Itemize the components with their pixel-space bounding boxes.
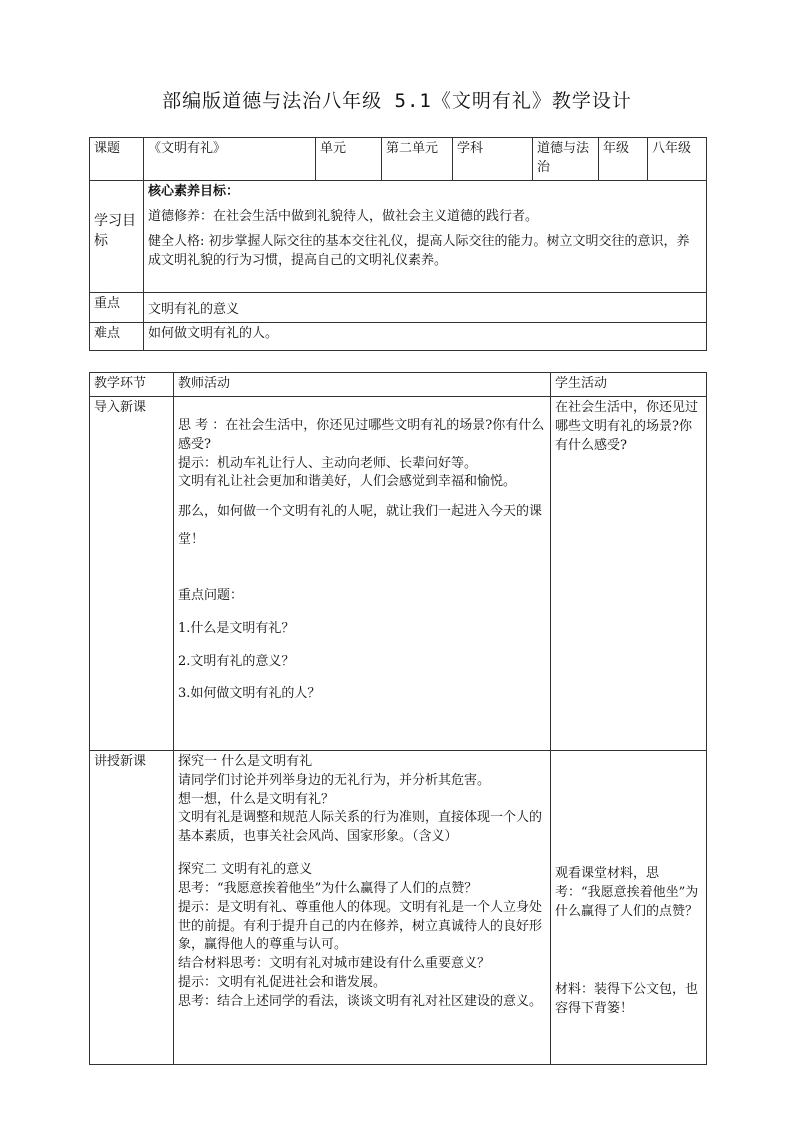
goals-label: 学习目标	[90, 181, 144, 293]
page-title: 部编版道德与法治八年级 5.1《文明有礼》教学设计	[162, 90, 632, 112]
new-text: 结合材料思考：文明有礼对城市建设有什么重要意义？	[178, 956, 491, 972]
new-text: 思考：结合上述同学的看法，谈谈文明有礼对社区建设的意义。	[178, 993, 543, 1009]
intro-text: 文明有礼让社会更加和谐美好，人们会感觉到幸福和愉悦。	[178, 474, 517, 490]
header-teacher: 教师活动	[174, 373, 551, 397]
goals-heading: 核心素养目标：	[148, 184, 240, 199]
new-text: 提示：文明有礼促进社会和谐发展。	[178, 975, 387, 991]
stage-intro: 导入新课	[90, 396, 174, 750]
subject-label: 学科	[453, 138, 533, 181]
unit-label: 单元	[316, 138, 382, 181]
new-student-cell	[551, 750, 707, 1064]
intro-student: 在社会生活中，你还见过哪些文明有礼的场景?你有什么感受?	[551, 396, 707, 750]
inquiry-title: 探究一 什么是文明有礼	[178, 753, 313, 769]
new-student-text: 材料：装得下公文包，也容得下背篓！	[555, 982, 699, 1017]
subject-value: 道德与法治	[533, 138, 599, 181]
key-label: 重点	[90, 293, 144, 323]
new-text: 思考：“我愿意挨着他坐”为什么赢得了人们的点赞？	[178, 880, 478, 896]
header-stage: 教学环节	[90, 373, 174, 397]
key-value: 文明有礼的意义	[144, 293, 707, 323]
key-question: 1.什么是文明有礼？	[178, 620, 295, 636]
intro-text: 提示：机动车礼让行人、主动向老师、长辈问好等。	[178, 455, 478, 471]
key-question: 3.如何做文明有礼的人？	[178, 686, 321, 702]
goals-cell	[144, 181, 707, 293]
intro-text: 那么，如何做一个文明有礼的人呢，就让我们一起进入今天的课堂！	[178, 504, 543, 547]
new-text: 提示：是文明有礼、尊重他人的体现。文明有礼是一个人立身处世的前提。有利于提升自己的内在修养，树立真诚待人的良好形象，赢得他人的尊重与认可。	[178, 899, 543, 953]
lesson-info-table	[89, 137, 707, 351]
intro-teacher-cell	[174, 396, 551, 750]
grade-label: 年级	[599, 138, 648, 181]
lesson-label: 课题	[90, 138, 144, 181]
unit-value: 第二单元	[382, 138, 453, 181]
lesson-process-table	[89, 372, 707, 1065]
lesson-value: 《文明有礼》	[144, 138, 316, 181]
goal-item: 道德修养：在社会生活中做到礼貌待人，做社会主义道德的践行者。	[148, 208, 539, 224]
goal-item: 健全人格: 初步掌握人际交往的基本交往礼仪，提高人际交往的能力。树立文明交往的意识，养成文明礼貌的行为习惯，提高自己的文明礼仪素养。	[148, 233, 690, 268]
new-student-text: 观看课堂材料，思考：“我愿意挨着他坐”为什么赢得了人们的点赞？	[555, 865, 699, 919]
new-text: 文明有礼是调整和规范人际关系的行为准则，直接体现一个人的基本素质，也事关社会风尚、国家形象。（含义）	[178, 810, 543, 845]
new-text: 想一想，什么是文明有礼？	[178, 791, 335, 807]
stage-new: 讲授新课	[90, 750, 174, 1064]
new-teacher-cell	[174, 750, 551, 1064]
intro-text: 思 考 ：在社会生活中，你还见过哪些文明有礼的场景?你有什么感受?	[178, 417, 545, 452]
header-student: 学生活动	[551, 373, 707, 397]
new-text: 请同学们讨论并列举身边的无礼行为，并分析其危害。	[178, 772, 491, 788]
inquiry-title: 探究二 文明有礼的意义	[178, 862, 313, 878]
key-question: 2.文明有礼的意义？	[178, 653, 295, 669]
key-questions-heading: 重点问题：	[178, 587, 244, 603]
difficult-value: 如何做文明有礼的人。	[144, 322, 707, 350]
grade-value: 八年级	[648, 138, 707, 181]
difficult-label: 难点	[90, 322, 144, 350]
